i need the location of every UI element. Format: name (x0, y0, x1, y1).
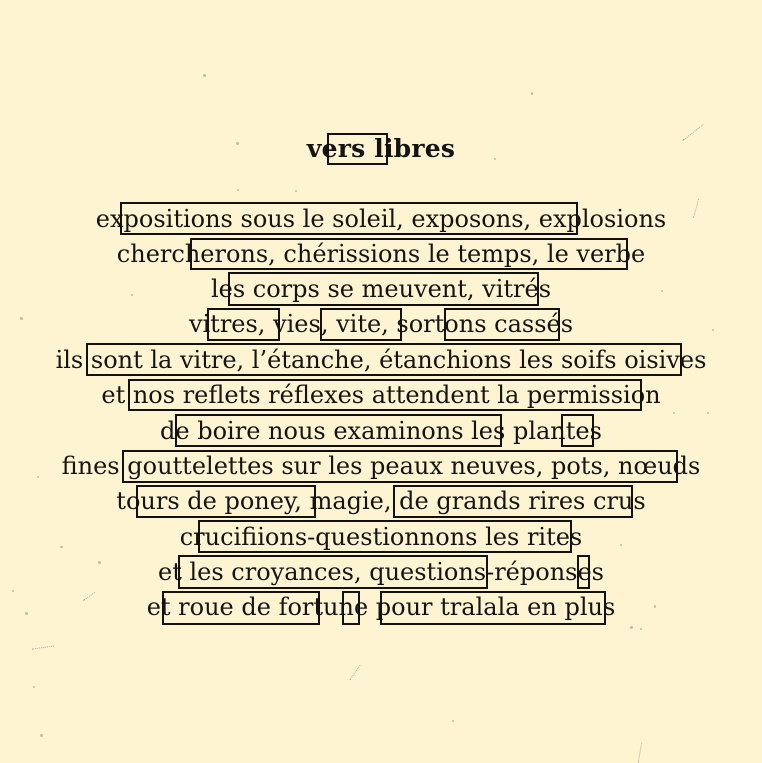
speck (203, 74, 206, 77)
poem-line-1: expositions sous le soleil, exposons, explosions (95, 205, 667, 233)
poem-line-9: tours de poney, magie, de grands rires crus (116, 487, 646, 515)
poem-line-3: les corps se meuvent, vitrés (210, 275, 552, 303)
scribble (349, 665, 360, 680)
poem-line-7: de boire nous examinons les plantes (160, 417, 602, 445)
poem-line-11: et les croyances, questions-réponses (158, 558, 604, 586)
speck (452, 720, 454, 722)
scribble (32, 645, 54, 649)
poem-line-4: vitres, vies, vite, sortons cassés (188, 310, 574, 338)
poem-line-5: ils sont la vitre, l’étanche, étanchions les soifs oisives (55, 346, 707, 374)
speck (531, 92, 533, 95)
speck (640, 628, 642, 630)
speck (630, 626, 633, 629)
scribble (638, 743, 642, 763)
poem-line-2: chercherons, chérissions le temps, le verbe (116, 240, 646, 268)
speck (295, 190, 297, 192)
speck (33, 686, 35, 688)
speck (237, 189, 239, 191)
poem-title: vers libres (306, 134, 456, 163)
poem-line-8: fines gouttelettes sur les peaux neuves, pots, nœuds (61, 452, 701, 480)
poem-line-12: et roue de fortune pour tralala en plus (146, 593, 616, 621)
poem-line-6: et nos reflets réflexes attendent la permission (101, 381, 661, 409)
poem-line-10: crucifiions-questionnons les rites (179, 523, 583, 551)
speck (40, 734, 43, 737)
